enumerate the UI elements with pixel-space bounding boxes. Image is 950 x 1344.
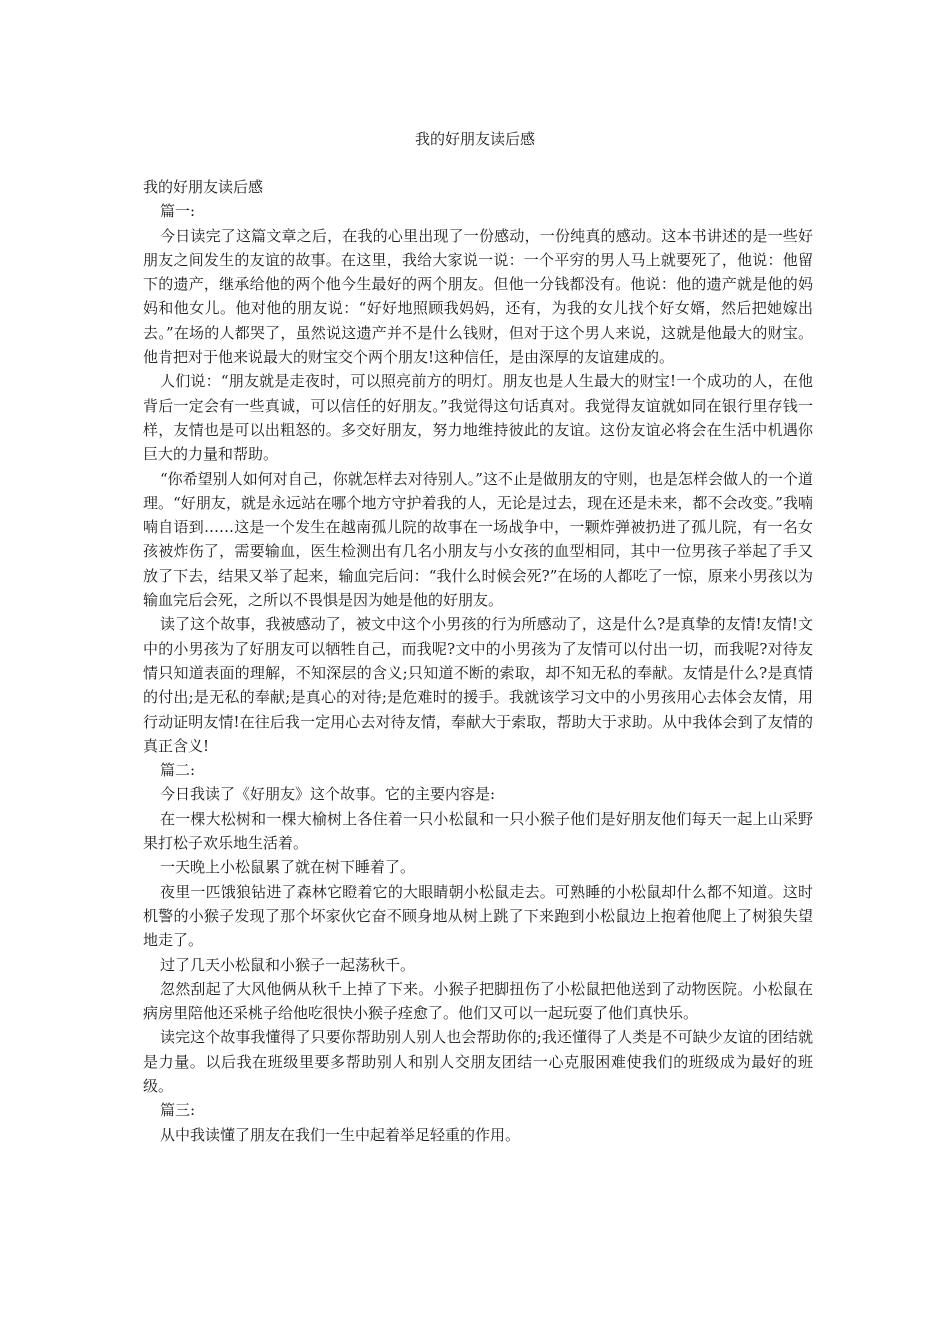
paragraph: 忽然刮起了大风他俩从秋千上掉了下来。小猴子把脚扭伤了小松鼠把他送到了动物医院。小松鼠在病房里陪他还采桃子给他吃很快小猴子痊愈了。他们又可以一起玩耍了他们真快乐。	[143, 979, 813, 1023]
paragraph: 人们说：“朋友就是走夜时，可以照亮前方的明灯。朋友也是人生最大的财宝!一个成功的人，在他背后一定会有一些真诚，可以信任的好朋友。”我觉得这句话真对。我觉得友谊就如同在银行里存钱一样，友情也是可以出粗怒的。多交好朋友，努力地维持彼此的友谊。这份友谊必将会在生活中机遇你巨大的力量和帮助。	[143, 372, 813, 464]
section-heading: 篇三:	[160, 1101, 196, 1120]
paragraph: 过了几天小松鼠和小猴子一起荡秋千。	[160, 955, 416, 974]
document-subtitle: 我的好朋友读后感	[143, 178, 264, 196]
paragraph: 今日读完了这篇文章之后，在我的心里出现了一份感动，一份纯真的感动。这本书讲述的是一些好朋友之间发生的友谊的故事。在这里，我给大家说一说：一个平穷的男人马上就要死了，他说：他留下的遗产，继承给他的两个他今生最好的两个朋友。但他一分钱都没有。他说：他的遗产就是他的妈妈和他女儿。他对他的朋友说：“好好地照顾我妈妈，还有，为我的女儿找个好女婿，然后把她嫁出去。”在场的人都哭了，虽然说这遗产并不是什么钱财，但对于这个男人来说，这就是他最大的财宝。他肯把对于他来说最大的财宝交个两个朋友!这种信任，是由深厚的友谊建成的。	[143, 226, 813, 367]
paragraph: “你希望别人如何对自己，你就怎样去对待别人。”这不止是做朋友的守则，也是怎样会做人的一个道理。“好朋友，就是永远站在哪个地方守护着我的人，无论是过去，现在还是未来，都不会改变。”我喃喃自语到……这是一个发生在越南孤儿院的故事在一场战争中，一颗炸弹被扔进了孤儿院，有一名女孩被炸伤了，需要输血，医生检测出有几名小朋友与小女孩的血型相同，其中一位男孩子举起了手又放了下去，结果又举了起来，输血完后问：“我什么时候会死?”在场的人都吃了一惊，原来小男孩以为输血完后会死，之所以不畏惧是因为她是他的好朋友。	[143, 469, 813, 610]
paragraph: 读了这个故事，我被感动了，被文中这个小男孩的行为所感动了，这是什么?是真挚的友情!友情!文中的小男孩为了好朋友可以牺牲自己，而我呢?文中的小男孩为了友情可以付出一切，而我呢?对待友情只知道表面的理解，不知深层的含义;只知道不断的索取，却不知无私的奉献。友情是什么?是真情的付出;是无私的奉献;是真心的对待;是危难时的援手。我就该学习文中的小男孩用心去体会友情，用行动证明友情!在往后我一定用心去对待友情，奉献大于索取，帮助大于求助。从中我体会到了友情的真正含义!	[143, 615, 813, 755]
document-title: 我的好朋友读后感	[414, 130, 535, 148]
document-body	[143, 175, 813, 1147]
paragraph: 夜里一匹饿狼钻进了森林它瞪着它的大眼睛朝小松鼠走去。可熟睡的小松鼠却什么都不知道。这时机警的小猴子发现了那个坏家伙它奋不顾身地从树上跳了下来跑到小松鼠边上抱着他爬上了树狼失望地走了。	[143, 882, 813, 950]
paragraph: 读完这个故事我懂得了只要你帮助别人别人也会帮助你的;我还懂得了人类是不可缺少友谊的团结就是力量。以后我在班级里要多帮助别人和别人交朋友团结一心克服困难使我们的班级成为最好的班级。	[143, 1028, 813, 1095]
paragraph: 一天晚上小松鼠累了就在树下睡着了。	[160, 858, 416, 877]
section-heading: 篇二:	[160, 761, 196, 780]
section-heading: 篇一:	[160, 202, 196, 221]
paragraph: 今日我读了《好朋友》这个故事。它的主要内容是:	[160, 785, 496, 804]
paragraph: 在一棵大松树和一棵大榆树上各住着一只小松鼠和一只小猴子他们是好朋友他们每天一起上山采野果打松子欢乐地生活着。	[143, 809, 813, 853]
paragraph: 从中我读懂了朋友在我们一生中起着举足轻重的作用。	[160, 1125, 521, 1144]
